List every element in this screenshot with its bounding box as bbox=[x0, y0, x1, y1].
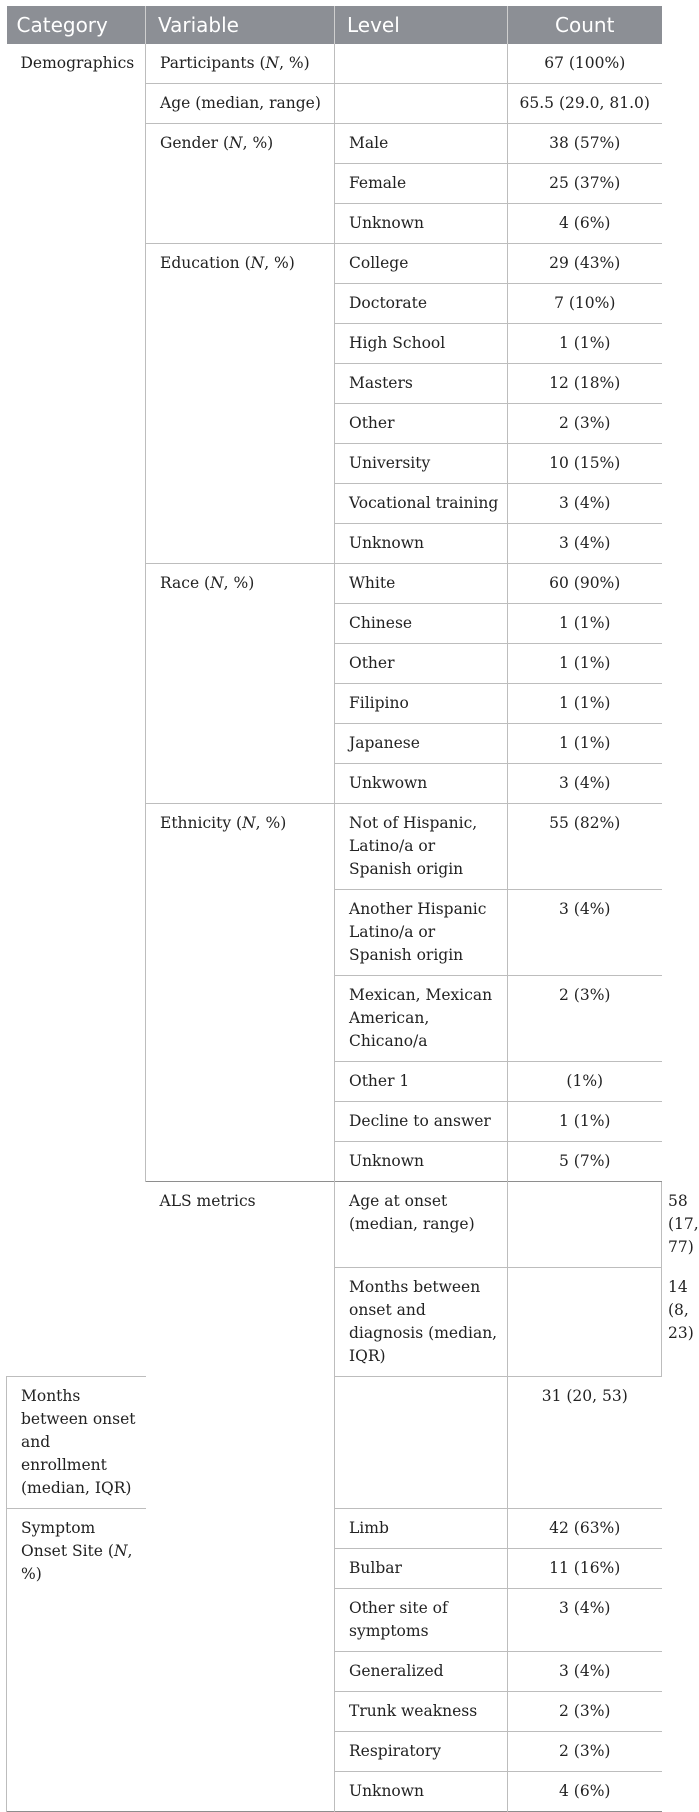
variable-onset-enrollment: Months between onset and enrollment (median, IQR) bbox=[7, 1377, 146, 1509]
level-cell bbox=[335, 44, 508, 84]
level-cell: Unknown bbox=[335, 1772, 508, 1812]
variable-label: Race ( bbox=[160, 574, 211, 592]
category-demographics: Demographics bbox=[20, 54, 135, 72]
header-variable: Variable bbox=[146, 6, 335, 44]
variable-symptom-onset-site bbox=[7, 1509, 146, 1812]
level-cell: High School bbox=[335, 324, 508, 364]
count-cell: 3 (4%) bbox=[508, 764, 662, 804]
count-cell: 5 (7%) bbox=[508, 1142, 662, 1182]
count-cell: 4 (6%) bbox=[508, 204, 662, 244]
count-cell: 3 (4%) bbox=[508, 890, 662, 976]
level-cell: Mexican, Mexican American, Chicano/a bbox=[335, 976, 508, 1062]
n-symbol: N bbox=[113, 1542, 128, 1560]
variable-label: Ethnicity ( bbox=[160, 814, 243, 832]
variable-label-suffix: , %) bbox=[264, 254, 295, 272]
table-container bbox=[6, 6, 699, 1812]
n-symbol: N bbox=[250, 254, 265, 272]
level-cell: Japanese bbox=[335, 724, 508, 764]
count-cell: 1 (1%) bbox=[508, 324, 662, 364]
count-cell: 3 (4%) bbox=[508, 1589, 662, 1652]
count-cell: 25 (37%) bbox=[508, 164, 662, 204]
level-cell: Unkwown bbox=[335, 764, 508, 804]
header-row bbox=[7, 6, 662, 44]
variable-education bbox=[146, 244, 335, 564]
count-cell: 4 (6%) bbox=[508, 1772, 662, 1812]
count-cell: 1 (1%) bbox=[508, 644, 662, 684]
count-cell: 2 (3%) bbox=[508, 1692, 662, 1732]
table-row: ALS metrics Age at onset (median, range) 58 (17, 77) bbox=[7, 1182, 662, 1268]
n-symbol: N bbox=[265, 54, 280, 72]
level-cell: College bbox=[335, 244, 508, 284]
category-als-metrics: ALS metrics bbox=[146, 1182, 335, 1812]
count-cell: 3 (4%) bbox=[508, 524, 662, 564]
variable-label-suffix: , %) bbox=[242, 134, 274, 152]
count-cell: 1 (1%) bbox=[508, 1102, 662, 1142]
count-cell: 2 (3%) bbox=[508, 404, 662, 444]
variable-label-suffix: , %) bbox=[21, 1542, 133, 1583]
n-symbol: N bbox=[229, 134, 243, 152]
level-cell: Doctorate bbox=[335, 284, 508, 324]
count-cell: 1 (1%) bbox=[508, 684, 662, 724]
level-cell: Trunk weakness bbox=[335, 1692, 508, 1732]
level-cell bbox=[335, 84, 508, 124]
count-cell: 60 (90%) bbox=[508, 564, 662, 604]
count-cell: 29 (43%) bbox=[508, 244, 662, 284]
level-cell: Other bbox=[335, 644, 508, 684]
count-cell: 2 (3%) bbox=[508, 1732, 662, 1772]
count-cell: 11 (16%) bbox=[508, 1549, 662, 1589]
count-cell: 1 (1%) bbox=[508, 724, 662, 764]
variable-race bbox=[146, 564, 335, 804]
table-body bbox=[7, 44, 699, 1812]
count-cell: 3 (4%) bbox=[508, 1652, 662, 1692]
table-row bbox=[7, 1509, 662, 1549]
level-cell: University bbox=[335, 444, 508, 484]
variable-label: Symptom Onset Site ( bbox=[21, 1519, 114, 1560]
level-cell: Unknown bbox=[335, 1142, 508, 1182]
variable-onset-age: Age at onset (median, range) bbox=[335, 1182, 508, 1268]
level-cell: Not of Hispanic, Latino/a or Spanish origin bbox=[335, 804, 508, 890]
level-cell: Unknown bbox=[335, 204, 508, 244]
level-cell bbox=[335, 1377, 508, 1509]
variable-onset-diagnosis: Months between onset and diagnosis (median, IQR) bbox=[335, 1268, 508, 1377]
count-cell: 2 (3%) bbox=[508, 976, 662, 1062]
variable-ethnicity bbox=[146, 804, 335, 1182]
level-cell: Respiratory bbox=[335, 1732, 508, 1772]
demographics-table bbox=[6, 6, 699, 1812]
count-cell: (1%) bbox=[508, 1062, 662, 1102]
header-level: Level bbox=[335, 6, 508, 44]
level-cell: Bulbar bbox=[335, 1549, 508, 1589]
table-row: Months between onset and diagnosis (median, IQR) 14 (8, 23) bbox=[7, 1268, 662, 1377]
table-header bbox=[7, 6, 662, 44]
count-cell: 3 (4%) bbox=[508, 484, 662, 524]
n-symbol: N bbox=[210, 574, 224, 592]
variable-participants bbox=[146, 44, 335, 84]
level-cell: Vocational training bbox=[335, 484, 508, 524]
level-cell: Chinese bbox=[335, 604, 508, 644]
variable-label-suffix: , %) bbox=[279, 54, 310, 72]
count-cell: 31 (20, 53) bbox=[508, 1377, 662, 1509]
level-cell: Limb bbox=[335, 1509, 508, 1549]
level-cell: Other 1 bbox=[335, 1062, 508, 1102]
variable-age: Age (median, range) bbox=[146, 84, 335, 124]
level-cell: Masters bbox=[335, 364, 508, 404]
table-row bbox=[7, 44, 662, 84]
variable-label-suffix: , %) bbox=[223, 574, 255, 592]
level-cell bbox=[508, 1182, 662, 1268]
count-cell: 67 (100%) bbox=[508, 44, 662, 84]
count-cell: 12 (18%) bbox=[508, 364, 662, 404]
n-symbol: N bbox=[242, 814, 256, 832]
level-cell bbox=[508, 1268, 662, 1377]
variable-label: Education ( bbox=[160, 254, 251, 272]
count-cell: 55 (82%) bbox=[508, 804, 662, 890]
variable-label-suffix: , %) bbox=[255, 814, 287, 832]
count-cell: 7 (10%) bbox=[508, 284, 662, 324]
level-cell: Male bbox=[335, 124, 508, 164]
count-cell: 1 (1%) bbox=[508, 604, 662, 644]
count-cell: 42 (63%) bbox=[508, 1509, 662, 1549]
level-cell: Filipino bbox=[335, 684, 508, 724]
variable-label: Participants ( bbox=[160, 54, 266, 72]
header-count: Count bbox=[508, 6, 662, 44]
variable-label: Gender ( bbox=[160, 134, 230, 152]
level-cell: Other bbox=[335, 404, 508, 444]
level-cell: White bbox=[335, 564, 508, 604]
count-cell: 38 (57%) bbox=[508, 124, 662, 164]
level-cell: Generalized bbox=[335, 1652, 508, 1692]
table-row bbox=[7, 1377, 662, 1509]
level-cell: Unknown bbox=[335, 524, 508, 564]
header-category: Category bbox=[7, 6, 146, 44]
level-cell: Another Hispanic Latino/a or Spanish origin bbox=[335, 890, 508, 976]
count-cell: 65.5 (29.0, 81.0) bbox=[508, 84, 662, 124]
level-cell: Other site of symptoms bbox=[335, 1589, 508, 1652]
variable-gender bbox=[146, 124, 335, 244]
count-cell: 10 (15%) bbox=[508, 444, 662, 484]
level-cell: Decline to answer bbox=[335, 1102, 508, 1142]
level-cell: Female bbox=[335, 164, 508, 204]
